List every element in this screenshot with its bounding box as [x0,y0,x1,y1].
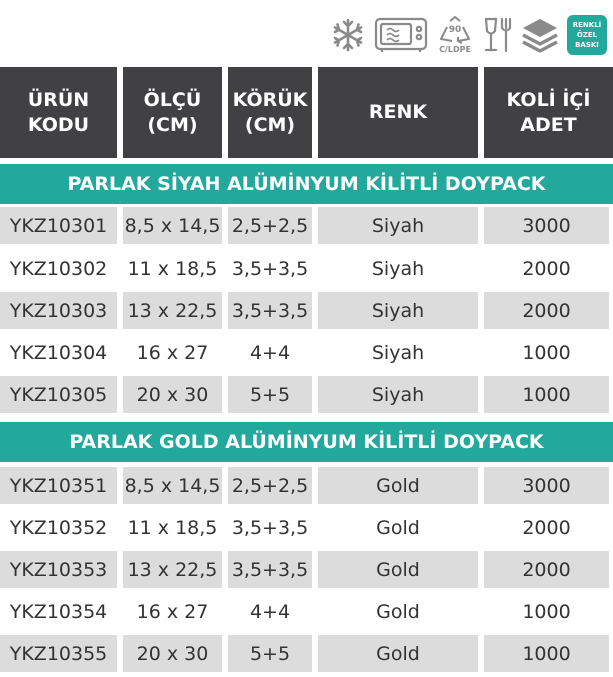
header-renk: RENK [368,101,428,123]
cell-quantity: 2000 [522,516,571,539]
cell-size: 8,5 x 14,5 [123,467,222,504]
cell-quantity: 1000 [484,376,609,413]
cell-quantity: 3000 [484,467,609,504]
cell-gusset: 3,5+3,5 [231,257,309,280]
cell-code: YKZ10354 [9,600,108,623]
cell-gusset: 4+4 [249,341,291,364]
cell-color: Gold [318,635,478,672]
recycle-code: C/LDPE [439,45,471,54]
feature-icons [330,12,608,58]
cell-color: Siyah [371,257,425,280]
cell-quantity: 1000 [522,341,571,364]
cell-code: YKZ10355 [0,635,117,672]
cell-gusset: 5+5 [228,635,312,672]
cell-code: YKZ10303 [0,292,117,329]
cell-code: YKZ10304 [9,341,108,364]
snowflake-icon [330,12,366,58]
cell-size: 11 x 18,5 [127,257,218,280]
recycle-ldpe-icon [434,12,476,58]
section-title-gold: PARLAK GOLD ALÜMİNYUM KİLİTLİ DOYPACK [0,422,613,462]
table-row [0,250,613,287]
cell-size: 13 x 22,5 [123,551,222,588]
cell-code: YKZ10301 [0,207,117,244]
badge-line: BASKI [575,41,599,49]
cell-color: Siyah [371,341,425,364]
cell-gusset: 3,5+3,5 [228,551,312,588]
custom-print-badge [566,12,608,58]
cell-size: 8,5 x 14,5 [123,207,222,244]
table-row [0,635,613,672]
cell-gusset: 5+5 [228,376,312,413]
cell-code: YKZ10352 [9,516,108,539]
section-title-siyah: PARLAK SİYAH ALÜMİNYUM KİLİTLİ DOYPACK [0,164,613,204]
cell-color: Siyah [318,376,478,413]
cell-color: Gold [376,516,420,539]
badge-line: RENKLİ [572,21,602,29]
cell-gusset: 2,5+2,5 [228,467,312,504]
cell-code: YKZ10351 [0,467,117,504]
food-safe-icon [482,12,518,58]
cell-code: YKZ10302 [9,257,108,280]
cell-quantity: 1000 [522,600,571,623]
cell-quantity: 3000 [484,207,609,244]
cell-size: 16 x 27 [136,341,209,364]
cell-quantity: 2000 [484,292,609,329]
table-row [0,551,613,588]
cell-color: Gold [318,467,478,504]
cell-gusset: 3,5+3,5 [231,516,309,539]
layers-icon [520,12,560,58]
table-row [0,207,613,244]
table-row [0,376,613,413]
cell-quantity: 2000 [522,257,571,280]
cell-size: 11 x 18,5 [127,516,218,539]
table-row [0,292,613,329]
cell-gusset: 4+4 [249,600,291,623]
recycle-number: 90 [448,25,462,35]
table-row [0,334,613,371]
header-urun-kodu: ÜRÜN KODU [27,88,90,136]
microwave-icon [374,12,428,58]
cell-color: Gold [376,600,420,623]
cell-color: Siyah [318,292,478,329]
table-row [0,467,613,504]
cell-code: YKZ10353 [0,551,117,588]
cell-size: 20 x 30 [123,635,222,672]
cell-size: 16 x 27 [136,600,209,623]
cell-gusset: 2,5+2,5 [228,207,312,244]
cell-size: 20 x 30 [123,376,222,413]
table-row [0,593,613,630]
badge-line: ÖZEL [576,31,598,39]
table-header [0,67,613,158]
cell-code: YKZ10305 [0,376,117,413]
cell-quantity: 1000 [484,635,609,672]
header-olcu: ÖLÇÜ (CM) [143,88,202,136]
cell-color: Gold [318,551,478,588]
header-koli-ici-adet: KOLİ İÇİ ADET [506,88,591,136]
cell-color: Siyah [318,207,478,244]
cell-size: 13 x 22,5 [123,292,222,329]
table-row [0,509,613,546]
cell-quantity: 2000 [484,551,609,588]
cell-gusset: 3,5+3,5 [228,292,312,329]
header-koruk: KÖRÜK (CM) [232,88,308,136]
